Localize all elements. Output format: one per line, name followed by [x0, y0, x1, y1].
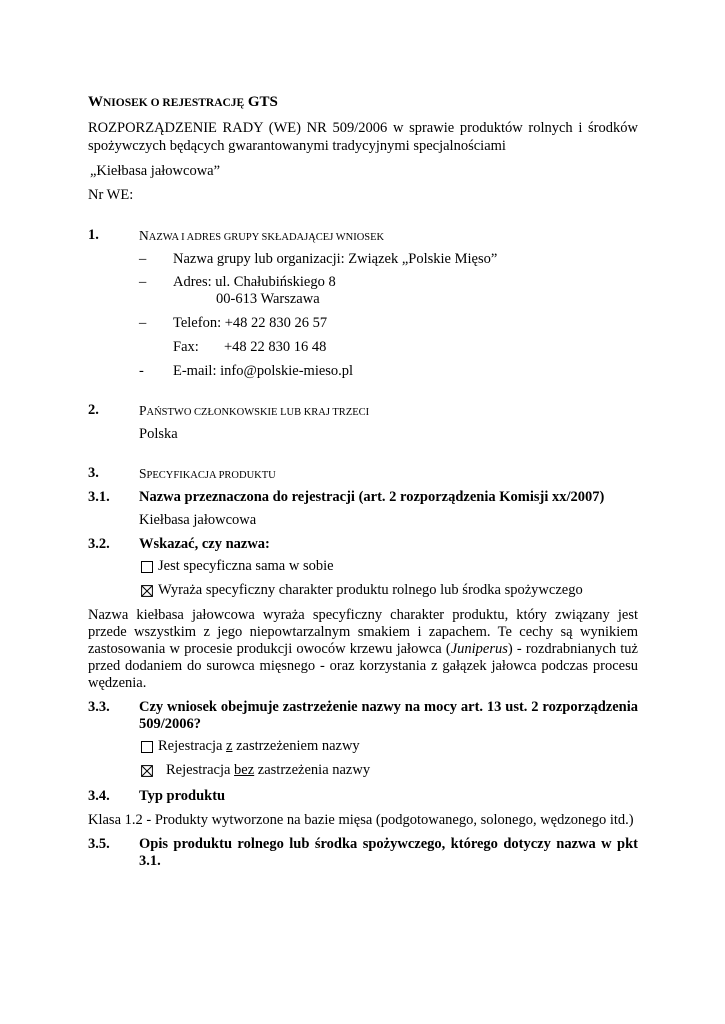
nr-we-label: Nr WE:	[88, 187, 134, 203]
option-without-reservation: Rejestracja bez zastrzeżenia nazwy	[166, 762, 371, 778]
checkbox-checked-mark	[141, 585, 153, 597]
section-1-heading: NAZWA I ADRES GRUPY SKŁADAJĄCEJ WNIOSEK	[139, 228, 385, 243]
checkbox-empty-mark	[142, 562, 152, 572]
section-3-heading: SPECYFIKACJA PRODUKTU	[139, 466, 276, 481]
option-expresses-specific-character: Wyraża specyficzny charakter produktu rolnego lub środka spożywczego	[158, 582, 583, 598]
country-value: Polska	[139, 426, 178, 442]
section-3-2-number: 3.2.	[88, 536, 110, 552]
group-name-line: Nazwa grupy lub organizacji: Związek „Polskie Mięso”	[173, 251, 498, 267]
section-3-3-heading-line-2: 509/2006?	[139, 716, 202, 732]
registered-name-value: Kiełbasa jałowcowa	[139, 512, 257, 528]
checkbox-empty-mark	[142, 742, 152, 752]
regulation-line-1: ROZPORZĄDZENIE RADY (WE) NR 509/2006 w sprawie produktów rolnych i środków	[88, 120, 638, 136]
section-3-number: 3.	[88, 465, 99, 481]
checkbox-with-reservation[interactable]	[141, 741, 153, 753]
section-3-5-heading-line-1: Opis produktu rolnego lub środka spożywczego, którego dotyczy nazwa w pkt	[139, 836, 638, 852]
checkbox-checked-mark	[141, 765, 153, 777]
section-3-5-heading-line-2: 3.1.	[139, 853, 161, 869]
section-3-3-number: 3.3.	[88, 699, 110, 715]
product-class-value: Klasa 1.2 - Produkty wytworzone na bazie mięsa (podgotowanego, solonego, wędzonego itd.)	[88, 812, 634, 828]
phone-line: Telefon: +48 22 830 26 57	[173, 315, 328, 331]
section-1-number: 1.	[88, 227, 99, 243]
email-line: E-mail: info@polskie-mieso.pl	[173, 363, 354, 379]
regulation-line-2: spożywczych będących gwarantowanymi tradycyjnymi specjalnościami	[88, 138, 506, 154]
section-3-5-number: 3.5.	[88, 836, 110, 852]
dash-bullet: -	[139, 363, 144, 379]
product-name-quoted: „Kiełbasa jałowcowa”	[90, 163, 221, 179]
justification-line-5: wędzenia.	[88, 675, 147, 691]
section-3-3-heading-line-1: Czy wniosek obejmuje zastrzeżenie nazwy na mocy art. 13 ust. 2 rozporządzenia	[139, 699, 638, 715]
justification-line-2: przede wszystkim z jego niepowtarzalnym smakiem i zapachem. Te cechy są wynikiem	[88, 624, 638, 640]
dash-bullet: –	[139, 315, 147, 331]
section-2-heading: PAŃSTWO CZŁONKOWSKIE LUB KRAJ TRZECI	[139, 403, 370, 418]
justification-line-1: Nazwa kiełbasa jałowcowa wyraża specyficzny charakter produktu, który związany jest	[88, 607, 638, 623]
section-2-number: 2.	[88, 402, 99, 418]
justification-line-4: przed dodaniem do surowca mięsnego - oraz korzystania z gałązek jałowca podczas procesu	[88, 658, 638, 674]
section-3-4-number: 3.4.	[88, 788, 110, 804]
address-line-1: Adres: ul. Chałubińskiego 8	[173, 274, 336, 290]
section-3-2-heading: Wskazać, czy nazwa:	[139, 536, 270, 552]
dash-bullet: –	[139, 274, 147, 290]
justification-line-3: zastosowania w procesie produkcji owoców krzewu jałowca (Juniperus) - rozdrabnianych tuż	[88, 641, 638, 657]
dash-bullet: –	[139, 251, 147, 267]
section-3-1-heading: Nazwa przeznaczona do rejestracji (art. 2 rozporządzenia Komisji xx/2007)	[139, 489, 605, 505]
checkbox-without-reservation[interactable]	[141, 765, 153, 777]
section-3-1-number: 3.1.	[88, 489, 110, 505]
option-specific-in-itself: Jest specyficzna sama w sobie	[158, 558, 334, 574]
address-line-2: 00-613 Warszawa	[216, 291, 320, 307]
fax-value: +48 22 830 16 48	[224, 339, 327, 355]
checkbox-expresses-specific-character[interactable]	[141, 585, 153, 597]
document-title: WNIOSEK O REJESTRACJĘ GTS	[88, 94, 278, 110]
checkbox-specific-in-itself[interactable]	[141, 561, 153, 573]
fax-label: Fax:	[173, 339, 199, 355]
section-3-4-heading: Typ produktu	[139, 788, 226, 804]
option-with-reservation: Rejestracja z zastrzeżeniem nazwy	[158, 738, 360, 754]
